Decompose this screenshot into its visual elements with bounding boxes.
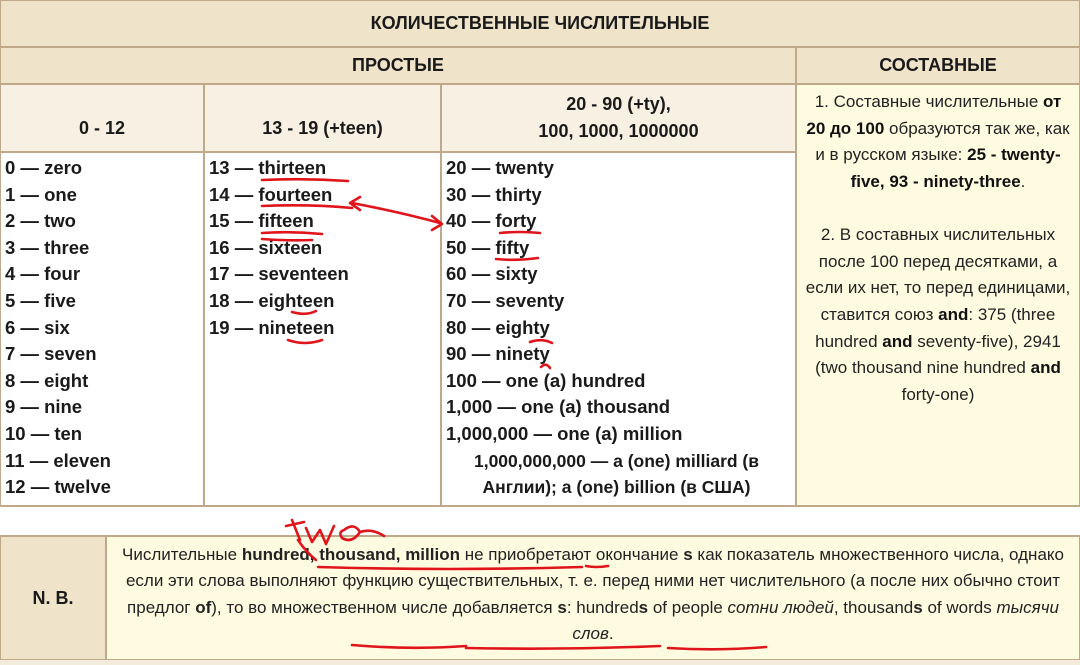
- nb-text: of words: [922, 597, 997, 617]
- nb-text: : hundred: [566, 597, 639, 617]
- list-item: 14 — fourteen: [209, 183, 333, 205]
- nb-s: s: [557, 597, 567, 617]
- list-item: 2 — two: [5, 210, 76, 232]
- nb-translation: сотни людей: [727, 597, 834, 617]
- list-item: 18 — eighteen: [209, 289, 335, 311]
- list-item: 11 — eleven: [5, 449, 111, 471]
- and-keyword: and: [1030, 358, 1061, 378]
- nb-label: [0, 536, 106, 660]
- list-item: 20 — twenty: [446, 157, 554, 178]
- nb-translation: тысячи слов: [572, 597, 1059, 643]
- compound-rule-1: [803, 89, 1073, 196]
- nb-text: .: [608, 623, 614, 643]
- list-item: 30 — thirty: [446, 183, 542, 205]
- list-13-19: [204, 152, 441, 506]
- nb-text: как показатель множественного числа, однако если эти слова выполняют функцию существительных, т. е. перед ними нет числительного (а после них обычно стоит предлог: [125, 545, 1064, 617]
- compound-rule-2-text: 2. В составных числительных после 100 перед десятками, а если их нет, то перед единицами, ставится союз: [805, 224, 1071, 324]
- nb-keywords: hundred, thousand, million: [241, 545, 460, 564]
- list-item: 1 — one: [5, 183, 77, 205]
- col-header-0-12-text: 0 - 12: [78, 117, 126, 138]
- nb-label-text: N. B.: [32, 587, 74, 608]
- nb-s: s: [913, 597, 923, 617]
- nb-text: не приобретают окончание: [459, 545, 684, 564]
- simple-header-text: ПРОСТЫЕ: [352, 55, 444, 75]
- compound-rule-1-examples: 25 - twenty-five, 93 - ninety-three: [850, 145, 1061, 192]
- list-item: 70 — seventy: [446, 289, 565, 311]
- and-keyword: and: [938, 304, 969, 324]
- nb-of: of: [195, 597, 212, 617]
- billion-line1: 1,000,000,000 — a (one) milliard (в: [473, 450, 760, 471]
- list-item: 10 — ten: [5, 422, 83, 444]
- compound-header: [796, 47, 1080, 84]
- list-item: 90 — ninety: [446, 343, 550, 365]
- list-item: 40 — forty: [446, 210, 537, 232]
- and-keyword: and: [882, 331, 913, 351]
- list-item: 0 — zero: [5, 157, 83, 178]
- spacer: [803, 196, 1073, 222]
- list-item: 7 — seven: [5, 343, 97, 365]
- list-item: 100 — one (a) hundred: [446, 369, 646, 391]
- nb-text: Числительные: [122, 545, 242, 564]
- list-20-90: [441, 152, 796, 506]
- list-item: 19 — nineteen: [209, 316, 335, 338]
- compound-rule-1-text: 1. Составные числительные: [814, 92, 1044, 111]
- billion-line2: Англии); а (one) billion (в США): [482, 477, 751, 498]
- compound-rule-1-end: .: [1020, 172, 1026, 192]
- col-header-20-90: [441, 84, 796, 152]
- table-title-text: КОЛИЧЕСТВЕННЫЕ ЧИСЛИТЕЛЬНЫЕ: [370, 13, 710, 33]
- list-item: 17 — seventeen: [209, 263, 349, 285]
- list-item: 50 — fifty: [446, 236, 530, 258]
- list-item: 16 — sixteen: [209, 236, 323, 258]
- list-item: 5 — five: [5, 289, 76, 311]
- compound-rule-2-text2: : 375 (three hundred: [815, 304, 1056, 351]
- nb-text: ), то во множественном числе добавляется: [211, 597, 558, 617]
- spacer-row: [0, 506, 1080, 536]
- list-item-billion: [446, 448, 795, 501]
- list-item: 1,000,000 — one (a) million: [446, 422, 683, 444]
- list-item: 1,000 — one (a) thousand: [446, 396, 671, 418]
- compound-rule-2-text3: seventy-five), 2941 (two thousand nine hundred: [815, 331, 1061, 378]
- nb-text: of people: [648, 597, 728, 617]
- nb-text: , thousand: [833, 597, 914, 617]
- compound-header-text: СОСТАВНЫЕ: [879, 55, 997, 75]
- col-header-20-90-line1: 20 - 90 (+ty),: [566, 94, 671, 114]
- list-item: 9 — nine: [5, 396, 83, 418]
- table-title: [0, 0, 1080, 47]
- nb-s: s: [638, 597, 649, 617]
- list-item: 80 — eighty: [446, 316, 550, 338]
- list-item: 8 — eight: [5, 369, 89, 391]
- compound-rule-2-end: forty-one): [901, 385, 975, 405]
- compound-explanation: [796, 84, 1080, 506]
- col-header-13-19-text: 13 - 19 (+teen): [262, 117, 383, 138]
- compound-rule-1-text2: образуются так же, как и в русском языке:: [815, 118, 1070, 165]
- list-item: 60 — sixty: [446, 263, 538, 285]
- simple-header: [0, 47, 796, 84]
- col-header-13-19: [204, 84, 441, 152]
- nb-s: s: [683, 545, 693, 564]
- list-0-12: [0, 152, 204, 506]
- list-item: 6 — six: [5, 316, 70, 338]
- list-item: 3 — three: [5, 236, 90, 258]
- compound-rule-1-range: от 20 до 100: [806, 92, 1062, 138]
- compound-rule-2: [803, 222, 1073, 409]
- list-item: 4 — four: [5, 263, 81, 285]
- col-header-20-90-line2: 100, 1000, 1000000: [538, 121, 699, 141]
- list-item: 13 — thirteen: [209, 157, 327, 178]
- list-item: 12 — twelve: [5, 476, 111, 498]
- list-item: 15 — fifteen: [209, 210, 314, 232]
- nb-note: [106, 536, 1080, 660]
- col-header-0-12: [0, 84, 204, 152]
